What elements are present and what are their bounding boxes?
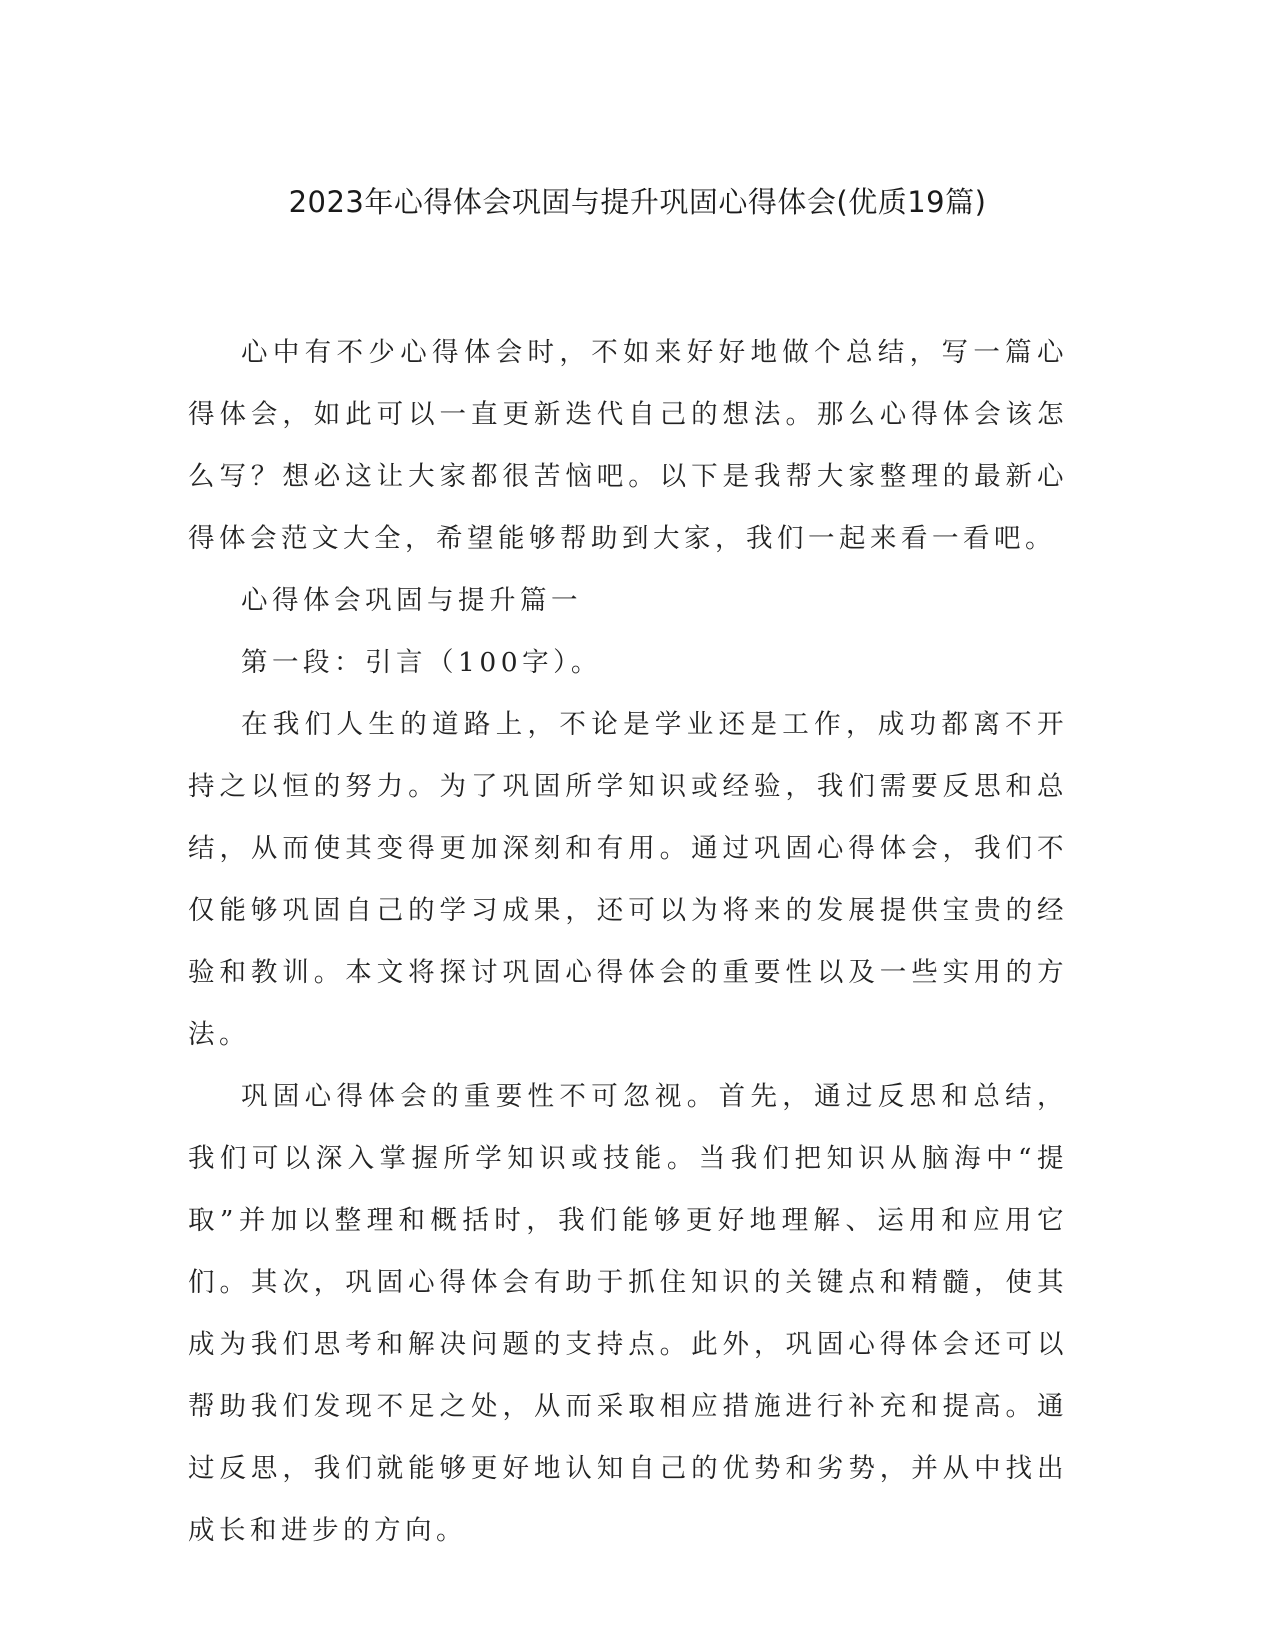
- section-heading: 心得体会巩固与提升篇一: [241, 585, 582, 616]
- intro-paragraph: 心中有不少心得体会时，不如来好好地做个总结，写一篇心得体会，如此可以一直更新迭代自己的想法。那么心得体会该怎么写？想必这让大家都很苦恼吧。以下是我帮大家整理的最新心得体会范文大全，希望能够帮助到大家，我们一起来看一看吧。: [188, 337, 1068, 554]
- body-paragraph: 在我们人生的道路上，不论是学业还是工作，成功都离不开持之以恒的努力。为了巩固所学知识或经验，我们需要反思和总结，从而使其变得更加深刻和有用。通过巩固心得体会，我们不仅能够巩固自己的学习成果，还可以为将来的发展提供宝贵的经验和教训。本文将探讨巩固心得体会的重要性以及一些实用的方法。: [188, 709, 1068, 1050]
- body-paragraph: 巩固心得体会的重要性不可忽视。首先，通过反思和总结，我们可以深入掌握所学知识或技能。当我们把知识从脑海中“提取”并加以整理和概括时，我们能够更好地理解、运用和应用它们。其次，巩固心得体会有助于抓住知识的关键点和精髓，使其成为我们思考和解决问题的支持点。此外，巩固心得体会还可以帮助我们发现不足之处，从而采取相应措施进行补充和提高。通过反思，我们就能够更好地认知自己的优势和劣势，并从中找出成长和进步的方向。: [188, 1081, 1068, 1546]
- subsection-heading: 第一段：引言（100字）。: [241, 647, 602, 678]
- document-title: 2023年心得体会巩固与提升巩固心得体会(优质19篇): [288, 185, 987, 219]
- document-body: [188, 322, 1068, 1562]
